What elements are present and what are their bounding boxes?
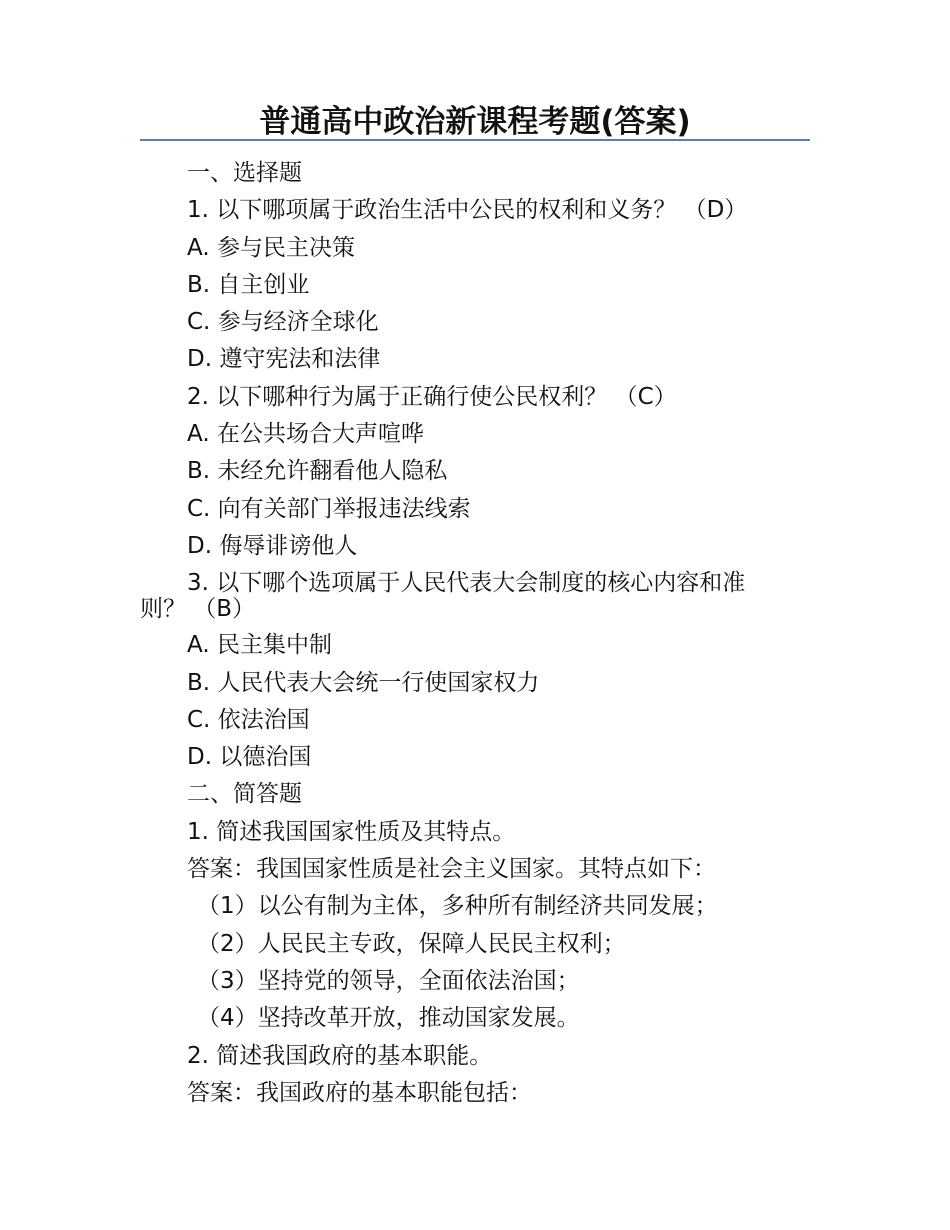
option-item: C. 参与经济全球化 [187,309,379,336]
question-stem: 2. 以下哪种行为属于正确行使公民权利？ （C） [187,383,677,410]
option-item: A. 参与民主决策 [187,234,355,261]
answer-point: （2）人民民主专政，保障人民民主权利； [197,930,626,957]
answer-text: 答案：我国国家性质是社会主义国家。其特点如下： [187,856,716,883]
question-stem: 3. 以下哪个选项属于人民代表大会制度的核心内容和准 [187,570,746,597]
question-stem: 1. 以下哪项属于政治生活中公民的权利和义务？ （D） [187,197,748,224]
option-item: C. 向有关部门举报违法线索 [187,495,471,522]
document-body [140,155,810,1112]
option-item: C. 依法治国 [187,706,310,733]
option-item: D. 遵守宪法和法律 [187,346,381,373]
section-heading: 二、简答题 [187,781,302,808]
page-title: 普通高中政治新课程考题(答案) [259,104,691,140]
answer-point: （1）以公有制为主体，多种所有制经济共同发展； [197,893,718,920]
answer-point: （4）坚持改革开放，推动国家发展。 [197,1005,580,1032]
option-item: D. 以德治国 [187,744,312,771]
option-item: B. 人民代表大会统一行使国家权力 [187,669,540,696]
option-item: B. 未经允许翻看他人隐私 [187,458,448,485]
option-item: D. 侮辱诽谤他人 [187,532,358,559]
question-stem-continued: 则？ （B） [140,596,256,623]
option-item: A. 民主集中制 [187,632,332,659]
option-item: B. 自主创业 [187,271,310,298]
title-underline [140,139,810,141]
question-stem: 2. 简述我国政府的基本职能。 [187,1042,493,1069]
option-item: A. 在公共场合大声喧哗 [187,421,424,448]
question-stem: 1. 简述我国国家性质及其特点。 [187,818,516,845]
section-heading: 一、选择题 [187,160,302,186]
answer-text: 答案：我国政府的基本职能包括： [187,1079,532,1106]
answer-point: （3）坚持党的领导，全面依法治国； [197,967,580,994]
